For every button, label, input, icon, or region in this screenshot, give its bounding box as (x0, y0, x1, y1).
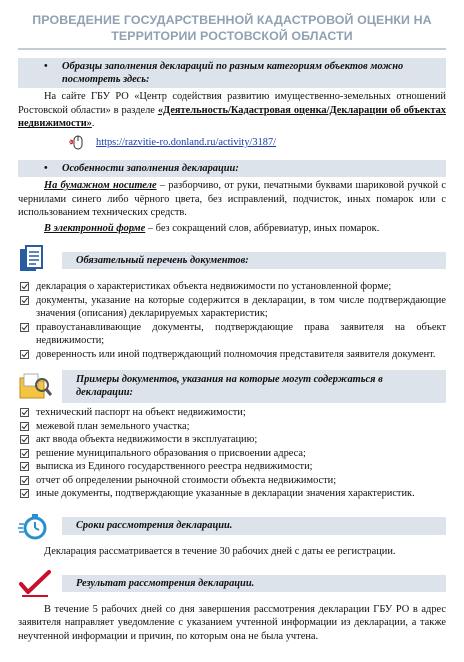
documents-header: Обязательный перечень документов: (62, 252, 446, 269)
samples-text-before: На сайте ГБУ РО «Центр содействия развитию имущественно-земельных отношений Ростовской области» в разделе (18, 91, 446, 116)
checkbox-icon (20, 489, 29, 498)
examples-block (18, 369, 446, 403)
list-item (18, 294, 446, 321)
checkbox-icon (20, 462, 29, 471)
checkbox-icon (20, 435, 29, 444)
examples-icon-wrap (18, 369, 62, 403)
filling-electronic-paragraph (18, 222, 446, 236)
examples-item-text: выписка из Единого государственного реестра недвижимости; (36, 461, 313, 473)
filling-header-text: Особенности заполнения декларации: (62, 162, 239, 174)
documents-icon-wrap (18, 243, 62, 277)
page-title-line-1: ПРОВЕДЕНИЕ ГОСУДАРСТВЕННОЙ КАДАСТРОВОЙ ОЦЕНКИ НА (32, 13, 432, 27)
examples-item-text: технический паспорт на объект недвижимости; (36, 407, 246, 419)
documents-list (18, 280, 446, 361)
filling-electronic-text: – без сокращений слов, аббревиатур, иных помарок. (145, 222, 380, 234)
list-item (18, 487, 446, 501)
terms-paragraph: Декларация рассматривается в течение 30 рабочих дней с даты ее регистрации. (44, 546, 396, 557)
page-title (18, 0, 446, 45)
examples-item-text: межевой план земельного участка; (36, 420, 190, 432)
filling-paper-label: На бумажном носителе (44, 180, 157, 192)
samples-section-name: «Деятельность/Кадастровая оценка/Декларации об объектах недвижимости» (18, 104, 446, 130)
checkbox-icon (20, 476, 29, 485)
mouse-click-icon (68, 134, 88, 152)
documents-item-text: декларация о характеристиках объекта недвижимости по установленной форме; (36, 281, 392, 293)
examples-item-text: иные документы, подтверждающие указанные в декларации значения характеристик. (36, 488, 415, 500)
terms-block (18, 509, 446, 543)
samples-header-text: Образцы заполнения деклараций по разным категориям объектов можно посмотреть здесь: (62, 60, 404, 86)
examples-item-text: акт ввода объекта недвижимости в эксплуатацию; (36, 434, 258, 446)
result-header: Результат рассмотрения декларации. (62, 575, 446, 592)
stopwatch-icon (18, 512, 48, 540)
filling-paper-paragraph (18, 179, 446, 220)
documents-icon (18, 245, 46, 275)
filling-paper-text: – разборчиво, от руки, печатными буквами шариковой ручкой с чернилами синего либо чёрного цвета, без исправлений, подчисток, иных помарок или с использованием технических средств. (18, 180, 446, 219)
list-item (18, 406, 446, 420)
samples-header (18, 58, 446, 89)
documents-item-text: доверенность или иной подтверждающий полномочия представителя заявителя документ. (36, 348, 436, 360)
list-item (18, 474, 446, 488)
list-item (18, 433, 446, 447)
checkbox-icon (20, 408, 29, 417)
bullet-icon: • (44, 60, 48, 72)
result-paragraph: В течение 5 рабочих дней со дня завершения рассмотрения декларации ГБУ РО в адрес заявителя направляет уведомление с указанием учтенной информации из декларации, а также неучтенной информации и причин, по которым она не была учтена. (18, 603, 446, 642)
filling-header (18, 160, 446, 177)
list-item (18, 447, 446, 461)
checkbox-icon (20, 422, 29, 431)
list-item (18, 460, 446, 474)
checkbox-icon (20, 350, 29, 359)
documents-item-text: документы, указание на которые содержится в декларации, в том числе подтверждающие значения (описания) декларируемых характеристик; (36, 294, 446, 320)
filling-electronic-label: В электронной форме (44, 222, 146, 234)
checkbox-icon (20, 323, 29, 332)
list-item (18, 348, 446, 362)
samples-url-link[interactable]: https://razvitie-ro.donland.ru/activity/3187/ (96, 137, 277, 149)
examples-item-text: решение муниципального образования о присвоении адреса; (36, 447, 306, 459)
examples-header: Примеры документов, указания на которые могут содержаться в декларации: (62, 370, 446, 403)
terms-header: Сроки рассмотрения декларации. (62, 517, 446, 534)
samples-paragraph (18, 90, 446, 131)
result-icon-wrap (18, 567, 62, 601)
result-block (18, 567, 446, 601)
examples-item-text: отчет об определении рыночной стоимости объекта недвижимости; (36, 474, 337, 486)
red-checkmark-icon (18, 569, 52, 599)
samples-text-after: . (91, 118, 95, 130)
examples-list (18, 406, 446, 501)
documents-item-text: правоустанавливающие документы, подтверждающие права заявителя на объект недвижимости; (36, 321, 446, 347)
folder-magnifier-icon (18, 370, 52, 402)
terms-icon-wrap (18, 509, 62, 543)
checkbox-icon (20, 296, 29, 305)
documents-block (18, 243, 446, 277)
list-item (18, 280, 446, 294)
samples-link-row (18, 134, 446, 152)
title-divider (18, 48, 446, 50)
checkbox-icon (20, 282, 29, 291)
checkbox-icon (20, 449, 29, 458)
list-item (18, 420, 446, 434)
bullet-icon: • (44, 162, 48, 174)
page-title-line-2: ТЕРРИТОРИИ РОСТОВСКОЙ ОБЛАСТИ (111, 29, 353, 44)
list-item (18, 321, 446, 348)
